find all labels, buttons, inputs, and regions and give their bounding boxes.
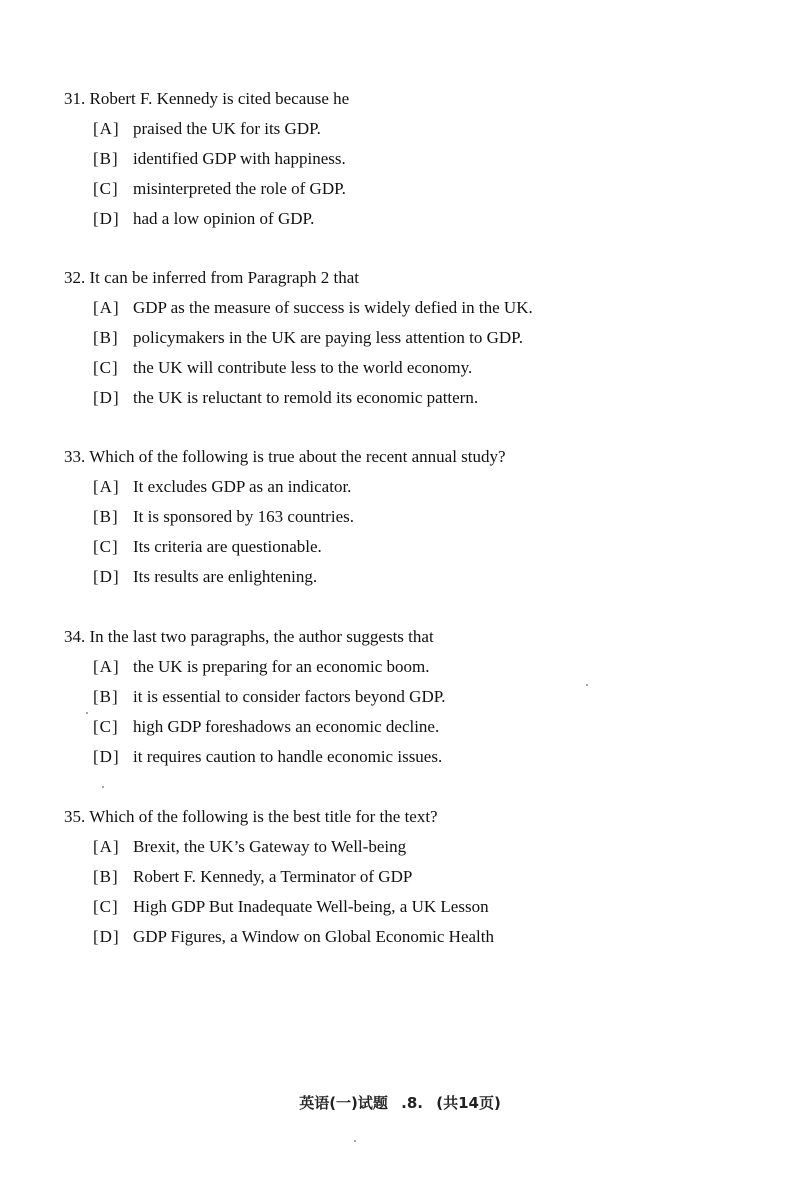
option-d [64,383,764,413]
question-stem: 35. Which of the following is the best title for the text? [64,807,438,826]
option-letter: [A] [93,298,120,317]
option-text: It excludes GDP as an indicator. [133,477,352,496]
option-letter: [D] [93,209,120,228]
question-35 [64,802,764,952]
footer-total-pages: (共14页) [436,1094,501,1112]
option-letter: [B] [93,867,119,886]
option-b [64,323,764,353]
option-letter: [C] [93,717,119,736]
option-letter: [A] [93,657,120,676]
option-letter: [B] [93,687,119,706]
scan-speck [86,712,88,714]
option-letter: [D] [93,388,120,407]
option-text: praised the UK for its GDP. [133,119,321,138]
option-d [64,922,764,952]
option-a [64,832,764,862]
page-footer [0,1092,800,1113]
option-letter: [A] [93,477,120,496]
option-letter: [A] [93,119,120,138]
option-text: It is sponsored by 163 countries. [133,507,354,526]
option-d [64,742,764,772]
option-c [64,532,764,562]
option-a [64,293,764,323]
option-b [64,144,764,174]
option-text: it requires caution to handle economic issues. [133,747,443,766]
option-text: Brexit, the UK’s Gateway to Well-being [133,837,407,856]
option-a [64,472,764,502]
option-text: Robert F. Kennedy, a Terminator of GDP [133,867,413,886]
option-letter: [B] [93,507,119,526]
option-text: identified GDP with happiness. [133,149,346,168]
scan-speck [354,1140,356,1142]
option-c [64,174,764,204]
option-text: had a low opinion of GDP. [133,209,315,228]
option-letter: [B] [93,328,119,347]
option-letter: [C] [93,537,119,556]
option-text: GDP as the measure of success is widely defied in the UK. [133,298,533,317]
option-text: the UK is preparing for an economic boom. [133,657,430,676]
option-a [64,652,764,682]
option-text: policymakers in the UK are paying less attention to GDP. [133,328,523,347]
question-31 [64,84,764,234]
option-c [64,353,764,383]
option-c [64,892,764,922]
option-letter: [D] [93,927,120,946]
question-stem: 31. Robert F. Kennedy is cited because he [64,89,350,108]
option-b [64,502,764,532]
scan-speck [102,786,104,788]
option-letter: [C] [93,358,119,377]
scan-speck [586,684,588,686]
option-text: High GDP But Inadequate Well-being, a UK Lesson [133,897,489,916]
option-text: GDP Figures, a Window on Global Economic Health [133,927,494,946]
question-32 [64,263,764,413]
option-d [64,562,764,592]
question-33 [64,442,764,592]
option-text: it is essential to consider factors beyond GDP. [133,687,446,706]
option-letter: [D] [93,747,120,766]
option-text: Its criteria are questionable. [133,537,322,556]
option-letter: [C] [93,897,119,916]
option-text: the UK will contribute less to the world economy. [133,358,473,377]
option-text: high GDP foreshadows an economic decline. [133,717,440,736]
option-letter: [A] [93,837,120,856]
option-text: Its results are enlightening. [133,567,318,586]
option-letter: [B] [93,149,119,168]
option-text: misinterpreted the role of GDP. [133,179,346,198]
option-d [64,204,764,234]
option-letter: [D] [93,567,120,586]
option-b [64,862,764,892]
footer-subject: 英语(一)试题 [299,1094,388,1112]
question-34 [64,622,764,772]
question-stem: 32. It can be inferred from Paragraph 2 that [64,268,360,287]
footer-page-number: .8. [401,1094,423,1112]
option-c [64,712,764,742]
option-a [64,114,764,144]
question-stem: 34. In the last two paragraphs, the author suggests that [64,627,434,646]
question-stem: 33. Which of the following is true about the recent annual study? [64,447,506,466]
option-b [64,682,764,712]
option-text: the UK is reluctant to remold its economic pattern. [133,388,479,407]
option-letter: [C] [93,179,119,198]
